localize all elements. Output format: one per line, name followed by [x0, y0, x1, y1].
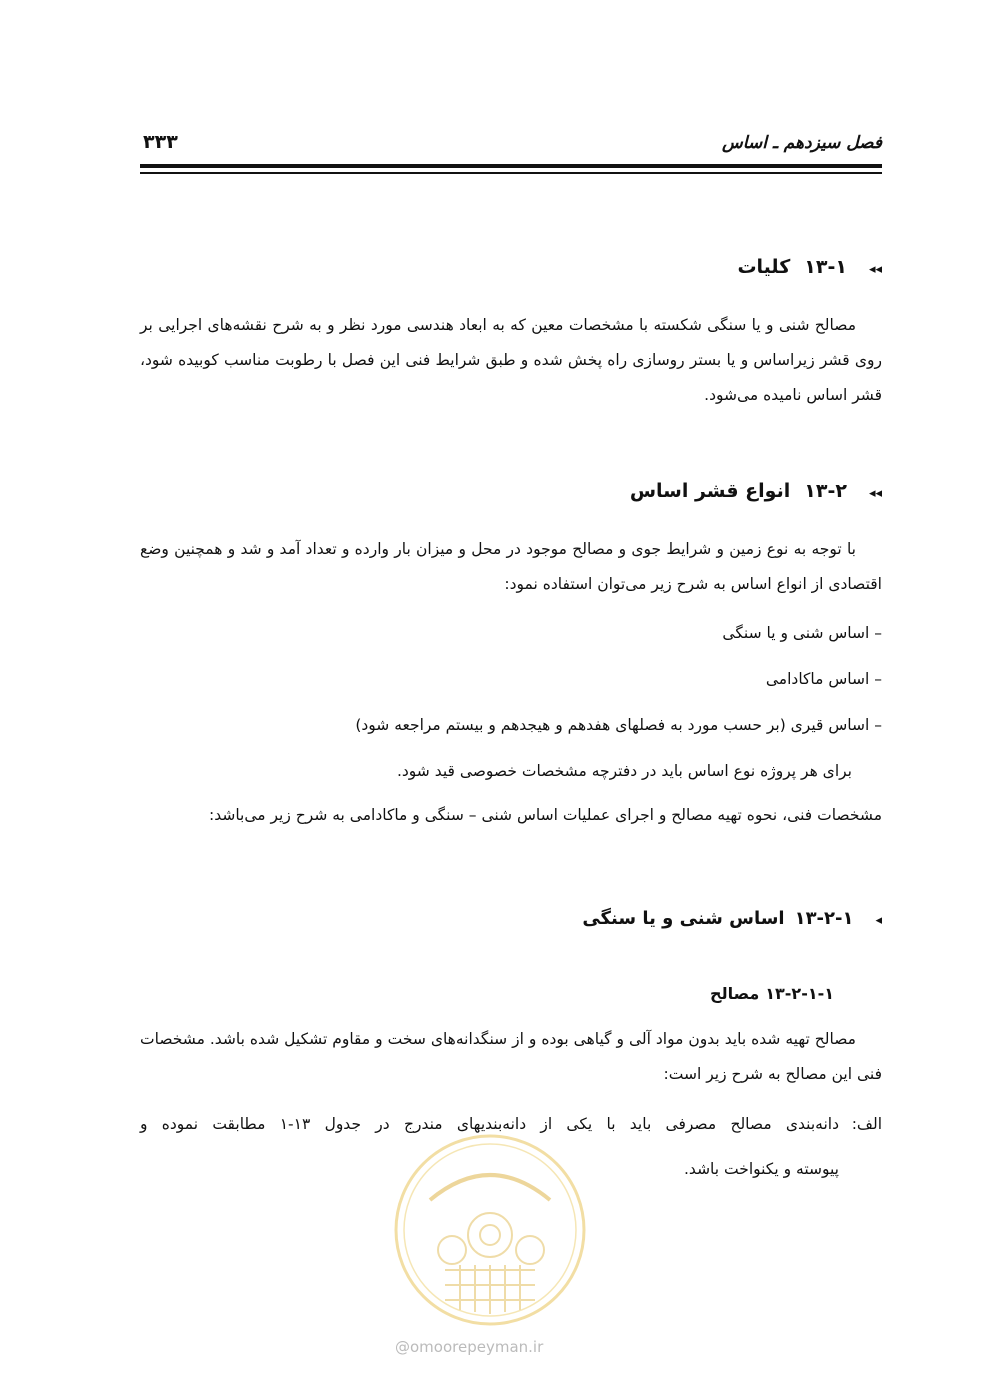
- running-header: فصل سیزدهم ـ اساس: [722, 133, 882, 153]
- watermark-logo: [390, 1130, 590, 1330]
- section-heading-1: [737, 256, 882, 278]
- section-number: ۱۳-۲: [804, 480, 847, 502]
- subsubsection-number: ۱۳-۲-۱-۱: [765, 984, 834, 1003]
- subsection-title: اساس شنی و یا سنگی: [582, 908, 785, 929]
- note-line: برای هر پروژه نوع اساس باید در دفترچه مشخصات خصوصی قید شود.: [396, 762, 852, 780]
- double-arrow-icon: ◂◂: [868, 262, 882, 277]
- subsection-number: ۱۳-۲-۱: [794, 908, 854, 929]
- section-heading-2: [630, 480, 882, 502]
- list-item: – اساس شنی و یا سنگی: [722, 624, 882, 642]
- item-line: دانه‌بندی مصالح مصرفی باید با یکی از دانه‌بندیهای مندرج در جدول ۱۳-۱ مطابقت نموده و: [140, 1115, 840, 1133]
- section-2-paragraph: با توجه به نوع زمین و شرایط جوی و مصالح موجود در محل و میزان بار وارده و تعداد آمد و شد و همچنین وضع اقتصادی از انواع اساس به شرح زیر می‌توان استفاده نمود:: [140, 540, 882, 593]
- watermark-url: @omoorepeyman.ir: [395, 1338, 544, 1356]
- section-title: کلیات: [737, 256, 791, 278]
- seal-icon: [390, 1130, 590, 1330]
- section-1-paragraph: مصالح شنی و یا سنگی شکسته با مشخصات معین که به ابعاد هندسی مورد نظر و به شرح نقشه‌های اجرایی بر روی قشر زیراساس و یا بستر روسازی راه پخش شده و طبق شرایط فنی این فصل با رطوبت مناسب کوبیده شود، قشر اساس نامیده می‌شود.: [140, 316, 882, 404]
- subsubsection-title: مصالح: [710, 984, 760, 1003]
- list-item: – اساس قیری (بر حسب مورد به فصلهای هفدهم و هیجدهم و بیستم مراجعه شود): [355, 716, 882, 734]
- subsection-heading: [582, 908, 882, 929]
- section-number: ۱۳-۱: [804, 256, 847, 278]
- item-label: الف:: [851, 1115, 882, 1133]
- double-arrow-icon: ◂◂: [868, 486, 882, 501]
- header-rule-thin: [140, 172, 882, 174]
- list-item: – اساس ماکادامی: [765, 670, 882, 688]
- page-number: ۳۳۳: [143, 131, 178, 153]
- subsubsection-heading: [710, 984, 834, 1003]
- section-2-paragraph-2: مشخصات فنی، نحوه تهیه مصالح و اجرای عملیات اساس شنی – سنگی و ماکادامی به شرح زیر می‌باشد:: [208, 806, 882, 824]
- header-rule-thick: [140, 164, 882, 168]
- arrow-icon: ◂: [875, 913, 882, 928]
- materials-paragraph: مصالح تهیه شده باید بدون مواد آلی و گیاهی بوده و از سنگدانه‌های سخت و مقاوم تشکیل شده باشد. مشخصات فنی این مصالح به شرح زیر است:: [140, 1030, 882, 1083]
- section-title: انواع قشر اساس: [629, 480, 791, 502]
- item-line: پیوسته و یکنواخت باشد.: [684, 1160, 839, 1178]
